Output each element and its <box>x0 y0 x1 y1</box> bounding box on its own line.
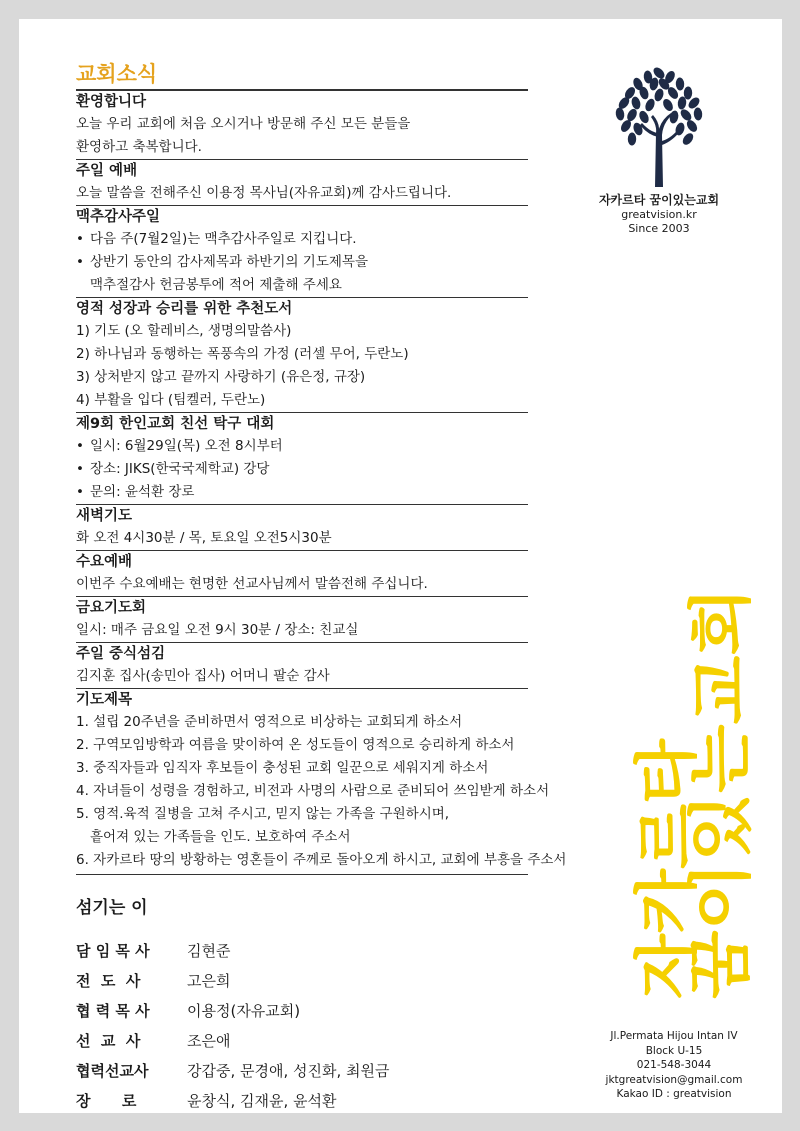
section-text: 환영하고 축복합니다. <box>76 139 202 155</box>
staff-row <box>76 996 390 1026</box>
staff-name: 이용정(자유교회) <box>187 1002 301 1020</box>
divider <box>76 874 528 875</box>
tree-leaf <box>661 97 675 112</box>
section-text: 맥추절감사 헌금봉투에 적어 제출해 주세요 <box>90 277 342 293</box>
address-line2: Block U-15 <box>645 1044 703 1057</box>
section-text: 김지훈 집사(송민아 집사) 어머니 팔순 감사 <box>76 668 330 684</box>
section-text: 2. 구역모임방학과 여름을 맞이하여 온 성도들이 영적으로 승리하게 하소서 <box>76 737 515 753</box>
news-sections <box>76 89 567 872</box>
section-heading: 기도제목 <box>76 688 528 711</box>
section-heading: 환영합니다 <box>76 89 528 113</box>
tree-leaf <box>679 107 694 122</box>
vertical-title-line1: 자카르타 <box>631 751 705 999</box>
section-text: 3) 상처받지 않고 끝까지 사랑하기 (유은정, 규장) <box>76 369 366 385</box>
staff-row <box>76 966 390 996</box>
contact-info <box>579 1029 769 1102</box>
kakao-id: Kakao ID : greatvision <box>616 1088 732 1100</box>
tree-leaf <box>630 96 641 111</box>
bullet-item: • 상반기 동안의 감사제목과 하반기의 기도제목을 <box>76 251 528 274</box>
address-line1: Jl.Permata Hijou Intan IV <box>610 1030 738 1042</box>
staff-role: 전 도 사 <box>76 972 141 990</box>
section-text: 6. 자카르타 땅의 방황하는 영혼들이 주께로 돌아오게 하시고, 교회에 부흥을 주소서 <box>76 852 567 868</box>
church-news <box>76 59 567 875</box>
tree-leaf <box>615 107 625 121</box>
section-text: 1. 설립 20주년을 준비하면서 영적으로 비상하는 교회되게 하소서 <box>76 714 463 730</box>
church-logo <box>584 69 734 236</box>
section-text: 일시: 매주 금요일 오전 9시 30분 / 장소: 친교실 <box>76 622 359 638</box>
tree-leaf <box>628 132 637 145</box>
section-text: 1) 기도 (오 할레비스, 생명의말씀사) <box>76 323 292 339</box>
section-heading: 수요예배 <box>76 550 528 573</box>
tree-leaf <box>637 109 650 124</box>
bulletin-page <box>19 19 782 1113</box>
tree-leaf <box>693 107 702 121</box>
staff-name: 윤창식, 김재윤, 윤석환 <box>187 1092 337 1110</box>
section-heading: 주일 예배 <box>76 159 528 182</box>
tree-leaf <box>681 131 696 146</box>
staff-row <box>76 936 390 966</box>
staff-name: 고은희 <box>187 972 231 990</box>
staff-role: 협 력 목 사 <box>76 1002 150 1020</box>
section-text: 4) 부활을 입다 (팀켈러, 두란노) <box>76 392 266 408</box>
section-text: 4. 자녀들이 성령을 경험하고, 비전과 사명의 사람으로 준비되어 쓰임받게 하소서 <box>76 783 550 799</box>
section-text: 화 오전 4시30분 / 목, 토요일 오전5시30분 <box>76 530 332 546</box>
section-text: 흩어져 있는 가족들을 인도. 보호하여 주소서 <box>90 829 351 845</box>
bullet-item: • 장소: JIKS(한국국제학교) 강당 <box>76 458 528 481</box>
tree-leaf <box>669 110 680 124</box>
tree-leaf <box>675 77 684 90</box>
tree-leaf <box>685 118 699 133</box>
bullet-item: • 다음 주(7월2일)는 맥추감사주일로 지킵니다. <box>76 228 528 251</box>
section-heading: 제9회 한인교회 친선 탁구 대회 <box>76 412 528 435</box>
section-text: 오늘 우리 교회에 처음 오시거나 방문해 주신 모든 분들을 <box>76 116 411 132</box>
tree-leaf <box>684 86 693 99</box>
vertical-title-line2: 꿈이있는교회 <box>685 628 759 999</box>
staff-name: 조은애 <box>187 1032 231 1050</box>
section-text: 3. 중직자들과 임직자 후보들이 충성된 교회 일꾼으로 세워지게 하소서 <box>76 760 489 776</box>
section-text: 2) 하나님과 동행하는 폭풍속의 가정 (러셀 무어, 두란노) <box>76 346 409 362</box>
church-name: 자카르타 꿈이있는교회 <box>598 193 720 207</box>
staff-role: 선 교 사 <box>76 1032 141 1050</box>
staff-title: 섬기는 이 <box>76 898 148 918</box>
section-heading: 새벽기도 <box>76 504 528 527</box>
section-heading: 맥추감사주일 <box>76 205 528 228</box>
vertical-church-title <box>571 584 759 999</box>
staff-role: 장 로 <box>76 1092 137 1110</box>
staff-name: 김현준 <box>187 942 231 960</box>
church-website: greatvision.kr <box>621 208 697 221</box>
section-text: 이번주 수요예배는 현명한 선교사님께서 말씀전해 주십니다. <box>76 576 428 592</box>
bullet-item: • 일시: 6월29일(목) 오전 8시부터 <box>76 435 528 458</box>
tree-logo-icon <box>610 69 708 187</box>
bullet-item: • 문의: 윤석환 장로 <box>76 481 528 504</box>
staff-role: 협력선교사 <box>76 1062 149 1080</box>
staff-row <box>76 1086 390 1116</box>
staff-row <box>76 1026 390 1056</box>
church-since: Since 2003 <box>628 222 690 235</box>
email: jktgreatvision@gmail.com <box>605 1073 743 1086</box>
staff-row <box>76 1056 390 1086</box>
staff-list <box>76 893 390 1116</box>
section-heading: 영적 성장과 승리를 위한 추천도서 <box>76 297 528 320</box>
phone: 021-548-3044 <box>636 1059 712 1071</box>
tree-leaf <box>644 97 657 112</box>
staff-role: 담 임 목 사 <box>76 942 150 960</box>
section-text: 5. 영적.육적 질병을 고쳐 주시고, 믿지 않는 가족을 구원하시며, <box>76 806 450 822</box>
news-title: 교회소식 <box>76 62 158 86</box>
section-heading: 주일 중식섬김 <box>76 642 528 665</box>
section-heading: 금요기도회 <box>76 596 528 619</box>
section-text: 오늘 말씀을 전해주신 이용정 목사님(자유교회)께 감사드립니다. <box>76 185 452 201</box>
staff-name: 강갑중, 문경애, 성진화, 최원금 <box>187 1062 390 1080</box>
